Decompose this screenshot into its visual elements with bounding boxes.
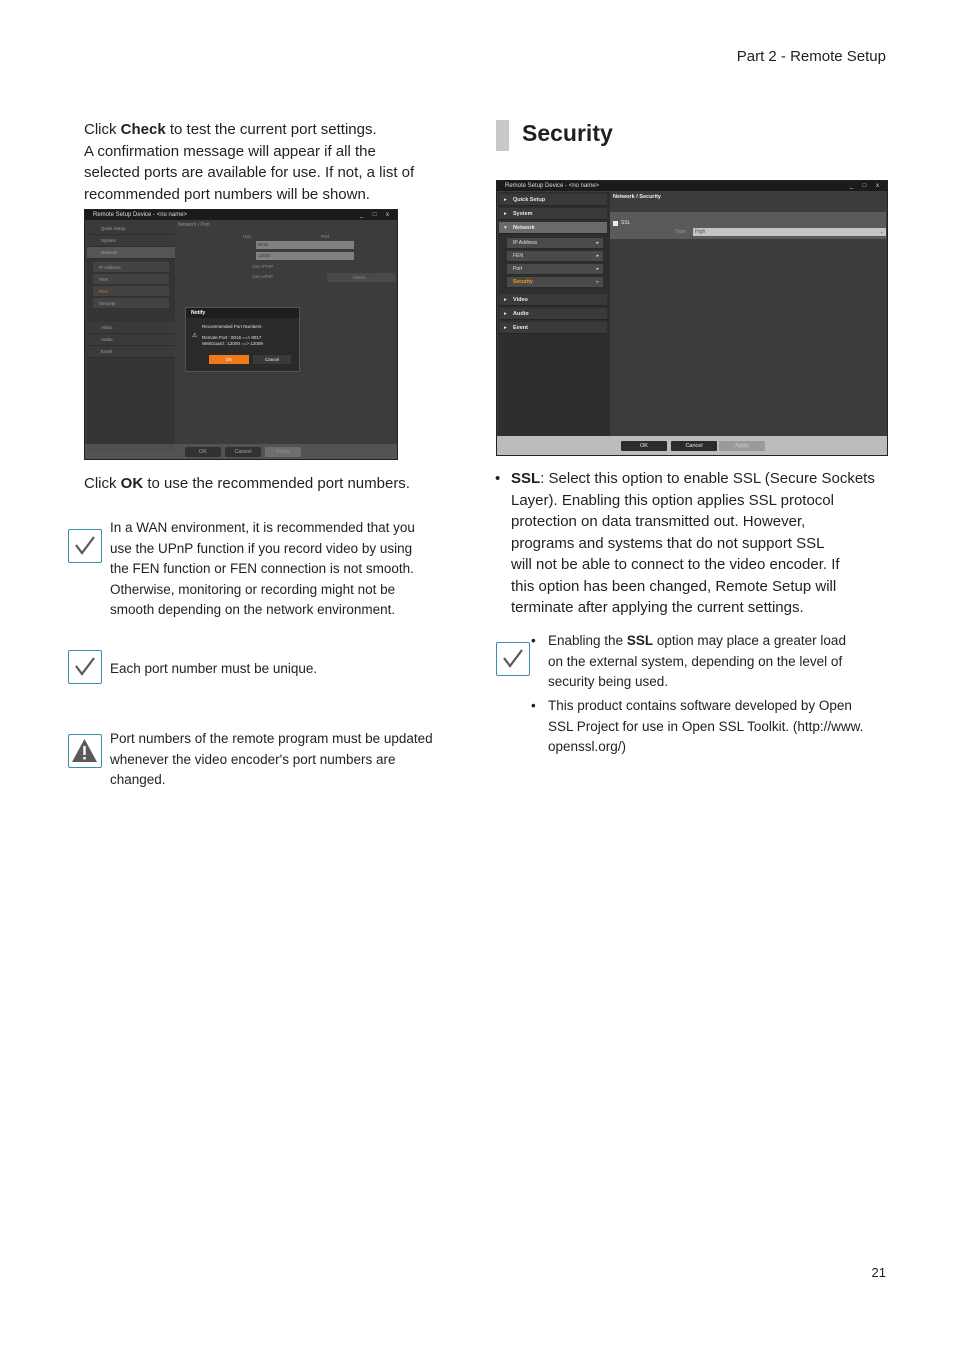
sidebar-item-system[interactable]: System	[87, 235, 175, 247]
section-title: Security	[522, 120, 613, 146]
dialog-ok-button[interactable]: OK	[209, 355, 249, 364]
intro-paragraph: Click Check to test the current port settings. A confirmation message will appear if all the selected ports are available for use. If not, a list of recommended port numbers will be shown.	[84, 121, 415, 203]
dialog-line1: Remote Port : 8016 ==> 8017	[202, 335, 262, 340]
ok-button[interactable]: OK	[185, 447, 221, 457]
note-bullet: •	[531, 698, 536, 713]
dialog-cancel-button[interactable]: Cancel	[253, 355, 291, 364]
sidebar-sub-port[interactable]: Port ▸	[507, 264, 603, 275]
apply-button[interactable]: Apply	[719, 441, 765, 451]
sidebar-item-network[interactable]: Network	[87, 247, 175, 259]
port-screenshot	[84, 209, 398, 460]
sidebar-sub-port[interactable]: Port	[93, 286, 169, 297]
note-bullet: •	[531, 633, 536, 648]
window-titlebar: Remote Setup Device - <no name> _ □ x	[85, 210, 397, 220]
ssl-checkbox[interactable]	[613, 221, 618, 226]
sidebar-item-network[interactable]: ▾ Network	[499, 222, 607, 234]
page-path: Network / Port	[178, 222, 210, 228]
sidebar-sub-ip[interactable]: IP Address	[93, 262, 169, 273]
warning-port-update: Port numbers of the remote program must be updated whenever the video encoder's port numbers are changed.	[110, 731, 433, 787]
sidebar	[87, 222, 175, 450]
sidebar-item-audio[interactable]: ▸ Audio	[499, 308, 607, 320]
port-field-webguard[interactable]: 12000	[256, 252, 354, 260]
note-ssl-load: Enabling the SSL option may place a greater load on the external system, depending on the level of security being used.	[548, 633, 846, 689]
check-note-icon	[68, 650, 102, 684]
dialog-title: Notify	[186, 308, 299, 318]
cancel-button[interactable]: Cancel	[671, 441, 717, 451]
bullet-dot: •	[495, 470, 501, 487]
cancel-button[interactable]: Cancel	[225, 447, 261, 457]
window-titlebar: Remote Setup Device - <no name> _ □ x	[497, 181, 887, 191]
use-upnp-check[interactable]: Use UPnP	[252, 274, 274, 279]
sidebar-item-video[interactable]: Video	[87, 322, 175, 334]
sidebar-sub-fen[interactable]: FEN	[93, 274, 169, 285]
ssl-description: SSL: Select this option to enable SSL (Secure Sockets Layer). Enabling this option applies SSL protocol protection on data transmitted out. However, programs and systems that do not support SSL will not be able to connect to the video encoder. If this option has been changed, Remote Setup will terminate after applying the current settings.	[511, 470, 875, 616]
sidebar-sub-security[interactable]: Security	[93, 298, 169, 309]
page-path: Network / Security	[613, 194, 661, 200]
running-header: Part 2 - Remote Setup	[736, 48, 886, 65]
warning-note-icon	[68, 734, 102, 768]
bottom-bar	[497, 436, 887, 455]
sidebar-item-video[interactable]: ▸ Video	[499, 294, 607, 306]
use-rtsp-check[interactable]: Use RTSP	[252, 264, 274, 269]
sidebar-sub-ip-address[interactable]: IP Address ▸	[507, 238, 603, 249]
note-openssl: This product contains software developed by Open SSL Project for use in Open SSL Toolkit. (http://www. openssl.org/)	[548, 698, 864, 754]
security-screenshot	[496, 180, 888, 456]
dialog-line2: WebGuard : 12000 ==> 12009	[202, 341, 263, 346]
apply-button[interactable]: Apply	[265, 447, 301, 457]
check-note-icon	[68, 529, 102, 563]
warning-icon: ⚠	[192, 333, 198, 339]
type-select[interactable]: High ⌄	[695, 229, 884, 235]
bottom-bar	[85, 444, 397, 459]
sidebar-item-event[interactable]: ▸ Event	[499, 322, 607, 334]
sidebar-item-quick-setup[interactable]: ▸ Quick Setup	[499, 194, 607, 206]
notify-dialog	[185, 307, 300, 372]
after-paragraph: Click OK to use the recommended port numbers.	[84, 475, 410, 492]
sidebar-sub-fen[interactable]: FEN ▸	[507, 251, 603, 262]
col-use: Use	[243, 234, 252, 239]
check-note-icon	[496, 642, 530, 676]
ssl-label: SSL	[621, 220, 631, 226]
sidebar	[498, 192, 610, 437]
chevron-down-icon: ⌄	[879, 229, 884, 235]
note-unique-port: Each port number must be unique.	[110, 661, 318, 676]
sidebar-item-audio[interactable]: Audio	[87, 334, 175, 346]
page-number: 21	[871, 1265, 886, 1280]
sidebar-item-quick-setup[interactable]: Quick Setup	[87, 223, 175, 235]
port-field-remote[interactable]: 8016	[256, 241, 354, 249]
type-label: Type	[675, 229, 686, 235]
ok-button[interactable]: OK	[621, 441, 667, 451]
sidebar-item-system[interactable]: ▸ System	[499, 208, 607, 220]
dialog-heading: Recommended Port Numbers	[202, 324, 262, 329]
sidebar-sub-security[interactable]: Security ▸	[507, 277, 603, 288]
section-marker	[496, 120, 509, 151]
sidebar-item-event[interactable]: Event	[87, 346, 175, 358]
col-port: Port	[321, 234, 330, 239]
check-button[interactable]: Check...	[327, 273, 395, 282]
note-wan: In a WAN environment, it is recommended that you use the UPnP function if you record video by using the FEN function or FEN connection is not smooth. Otherwise, monitoring or recording might not be smooth depending on the network environment.	[110, 520, 415, 617]
